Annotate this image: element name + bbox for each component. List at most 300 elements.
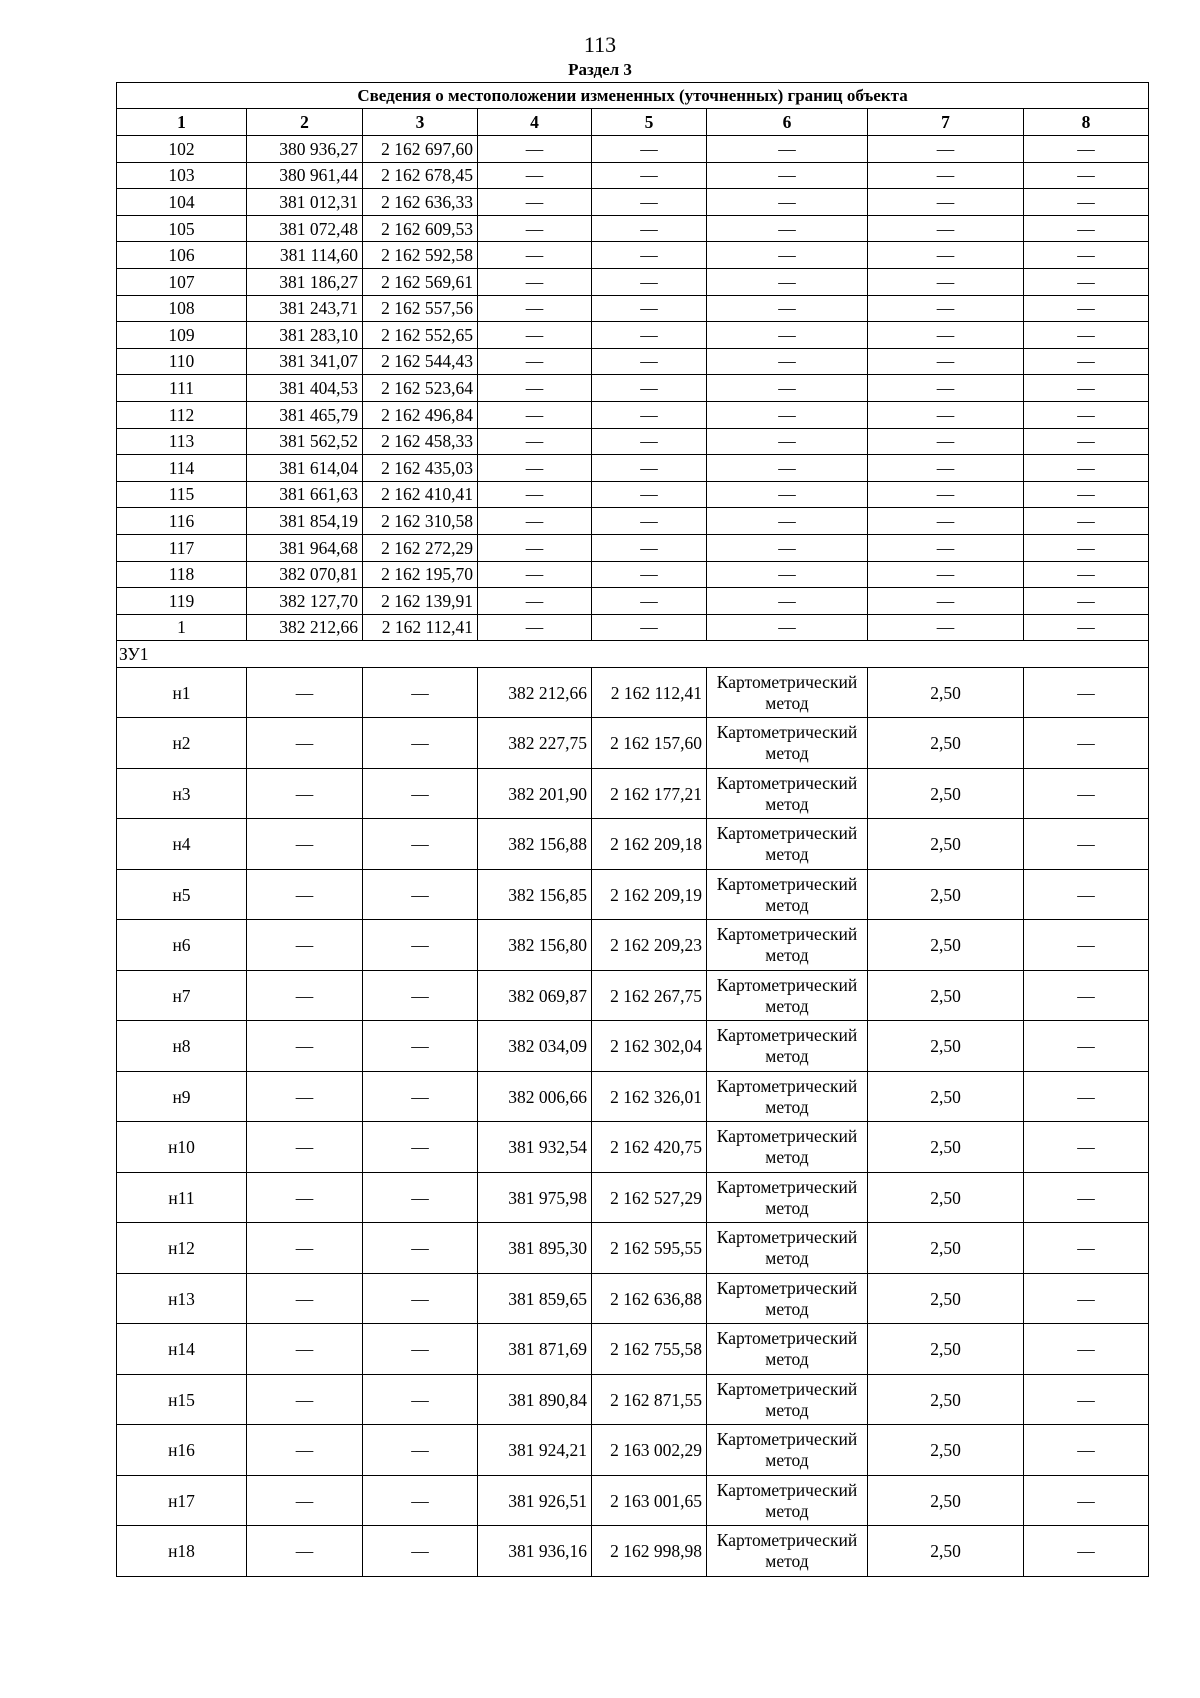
- table-cell: —: [1024, 455, 1149, 482]
- table-cell: 381 926,51: [478, 1475, 592, 1526]
- table-cell: —: [707, 481, 868, 508]
- column-header: 2: [247, 109, 363, 136]
- table-row: [117, 614, 1149, 641]
- table-cell: 2,50: [868, 1071, 1024, 1122]
- table-cell: —: [868, 215, 1024, 242]
- table-cell: —: [707, 348, 868, 375]
- table-cell: Картометрический метод: [707, 1526, 868, 1577]
- table-cell: —: [478, 189, 592, 216]
- table-cell: 109: [117, 322, 247, 349]
- table-cell: 2,50: [868, 768, 1024, 819]
- table-cell: —: [247, 1526, 363, 1577]
- table-row: [117, 481, 1149, 508]
- table-cell: —: [868, 588, 1024, 615]
- table-cell: —: [478, 375, 592, 402]
- table-cell: —: [592, 215, 707, 242]
- table-row: [117, 215, 1149, 242]
- table-cell: —: [363, 1071, 478, 1122]
- table-cell: 2 162 871,55: [592, 1374, 707, 1425]
- table-cell: 2 162 139,91: [363, 588, 478, 615]
- table-cell: 381 404,53: [247, 375, 363, 402]
- table-cell: —: [707, 561, 868, 588]
- table-cell: —: [363, 1172, 478, 1223]
- table-cell: Картометрический метод: [707, 920, 868, 971]
- table-cell: —: [592, 348, 707, 375]
- table-cell: 102: [117, 136, 247, 163]
- table-cell: 2 162 998,98: [592, 1526, 707, 1577]
- table-cell: 2 162 310,58: [363, 508, 478, 535]
- table-cell: —: [247, 768, 363, 819]
- table-row: [117, 1374, 1149, 1425]
- table-cell: —: [868, 295, 1024, 322]
- table-row: [117, 1122, 1149, 1173]
- table-row: [117, 401, 1149, 428]
- table-cell: 107: [117, 268, 247, 295]
- table-row: [117, 242, 1149, 269]
- table-cell: —: [707, 162, 868, 189]
- table-row: [117, 1071, 1149, 1122]
- table-cell: 2,50: [868, 667, 1024, 718]
- table-cell: —: [478, 295, 592, 322]
- table-row: [117, 718, 1149, 769]
- table-row: [117, 534, 1149, 561]
- table-cell: Картометрический метод: [707, 1475, 868, 1526]
- table-cell: —: [478, 561, 592, 588]
- table-cell: 381 283,10: [247, 322, 363, 349]
- table-cell: 2,50: [868, 920, 1024, 971]
- table-row: [117, 1021, 1149, 1072]
- table-cell: —: [247, 1374, 363, 1425]
- table-cell: —: [363, 970, 478, 1021]
- table-cell: —: [247, 1071, 363, 1122]
- table-cell: —: [363, 1324, 478, 1375]
- table-cell: Картометрический метод: [707, 667, 868, 718]
- table-row: [117, 768, 1149, 819]
- table-cell: 382 201,90: [478, 768, 592, 819]
- table-cell: —: [592, 162, 707, 189]
- table-cell: 2 162 636,88: [592, 1273, 707, 1324]
- table-cell: Картометрический метод: [707, 1425, 868, 1476]
- table-cell: —: [868, 322, 1024, 349]
- table-row: [117, 588, 1149, 615]
- table-cell: —: [247, 869, 363, 920]
- table-cell: 2 162 157,60: [592, 718, 707, 769]
- table-cell: —: [707, 136, 868, 163]
- table-cell: —: [1024, 1526, 1149, 1577]
- table-cell: —: [247, 667, 363, 718]
- table-cell: Картометрический метод: [707, 1324, 868, 1375]
- table-cell: 104: [117, 189, 247, 216]
- table-cell: н16: [117, 1425, 247, 1476]
- table-cell: —: [707, 242, 868, 269]
- table-row: [117, 1324, 1149, 1375]
- table-cell: 106: [117, 242, 247, 269]
- table-cell: —: [592, 614, 707, 641]
- table-cell: 2 162 458,33: [363, 428, 478, 455]
- table-cell: 382 156,88: [478, 819, 592, 870]
- boundary-coordinates-table: [116, 82, 1149, 1577]
- table-cell: 2 162 209,19: [592, 869, 707, 920]
- table-cell: 2 163 002,29: [592, 1425, 707, 1476]
- table-cell: —: [1024, 401, 1149, 428]
- table-row: [117, 970, 1149, 1021]
- table-cell: 2 162 435,03: [363, 455, 478, 482]
- table-cell: —: [1024, 268, 1149, 295]
- table-cell: —: [247, 718, 363, 769]
- table-cell: н3: [117, 768, 247, 819]
- table-cell: —: [478, 508, 592, 535]
- table-cell: Картометрический метод: [707, 1223, 868, 1274]
- table-cell: —: [1024, 1425, 1149, 1476]
- table-cell: —: [478, 215, 592, 242]
- table-cell: —: [247, 1324, 363, 1375]
- table-cell: —: [363, 1374, 478, 1425]
- table-cell: 2,50: [868, 1021, 1024, 1072]
- column-header: 6: [707, 109, 868, 136]
- table-cell: 2 162 326,01: [592, 1071, 707, 1122]
- table-cell: н1: [117, 667, 247, 718]
- table-cell: н17: [117, 1475, 247, 1526]
- table-cell: 112: [117, 401, 247, 428]
- table-title: Сведения о местоположении измененных (уточненных) границ объекта: [117, 83, 1149, 109]
- table-cell: 382 070,81: [247, 561, 363, 588]
- table-cell: 110: [117, 348, 247, 375]
- table-cell: 382 034,09: [478, 1021, 592, 1072]
- table-cell: —: [1024, 508, 1149, 535]
- table-row: [117, 136, 1149, 163]
- group-label: ЗУ1: [117, 641, 1149, 668]
- table-cell: —: [1024, 1071, 1149, 1122]
- table-cell: —: [478, 322, 592, 349]
- table-cell: 113: [117, 428, 247, 455]
- table-cell: —: [478, 614, 592, 641]
- table-cell: 2 162 496,84: [363, 401, 478, 428]
- table-cell: 2,50: [868, 1273, 1024, 1324]
- table-cell: —: [707, 295, 868, 322]
- table-cell: —: [707, 268, 868, 295]
- table-cell: —: [1024, 481, 1149, 508]
- table-cell: 381 895,30: [478, 1223, 592, 1274]
- table-cell: Картометрический метод: [707, 1374, 868, 1425]
- table-cell: —: [707, 614, 868, 641]
- table-cell: —: [478, 534, 592, 561]
- table-row: [117, 1475, 1149, 1526]
- table-cell: 2 162 544,43: [363, 348, 478, 375]
- column-header: 3: [363, 109, 478, 136]
- table-cell: 115: [117, 481, 247, 508]
- page-number: 113: [583, 32, 617, 57]
- table-cell: 2,50: [868, 869, 1024, 920]
- table-cell: —: [1024, 561, 1149, 588]
- table-row: [117, 375, 1149, 402]
- table-cell: —: [868, 561, 1024, 588]
- table-cell: —: [707, 215, 868, 242]
- table-cell: Картометрический метод: [707, 1021, 868, 1072]
- table-row: [117, 1526, 1149, 1577]
- table-title-row: [117, 83, 1149, 109]
- table-cell: 119: [117, 588, 247, 615]
- table-cell: 380 961,44: [247, 162, 363, 189]
- table-cell: —: [592, 242, 707, 269]
- table-cell: 2,50: [868, 1475, 1024, 1526]
- table-cell: 382 212,66: [247, 614, 363, 641]
- table-cell: —: [868, 189, 1024, 216]
- table-cell: 382 069,87: [478, 970, 592, 1021]
- table-cell: Картометрический метод: [707, 768, 868, 819]
- table-cell: —: [868, 348, 1024, 375]
- table-row: [117, 667, 1149, 718]
- table-cell: —: [478, 481, 592, 508]
- table-cell: н10: [117, 1122, 247, 1173]
- table-cell: 380 936,27: [247, 136, 363, 163]
- table-cell: 2 162 410,41: [363, 481, 478, 508]
- table-cell: 2 162 592,58: [363, 242, 478, 269]
- table-cell: 381 924,21: [478, 1425, 592, 1476]
- table-cell: н6: [117, 920, 247, 971]
- column-header: 5: [592, 109, 707, 136]
- table-cell: 381 186,27: [247, 268, 363, 295]
- table-cell: 2 162 523,64: [363, 375, 478, 402]
- table-cell: —: [1024, 1172, 1149, 1223]
- table-cell: 116: [117, 508, 247, 535]
- table-cell: —: [592, 428, 707, 455]
- table-cell: Картометрический метод: [707, 819, 868, 870]
- table-cell: 2 162 177,21: [592, 768, 707, 819]
- table-cell: н7: [117, 970, 247, 1021]
- table-cell: —: [363, 718, 478, 769]
- table-cell: —: [1024, 162, 1149, 189]
- table-cell: —: [363, 1475, 478, 1526]
- table-cell: —: [868, 614, 1024, 641]
- table-row: [117, 268, 1149, 295]
- table-cell: —: [247, 1475, 363, 1526]
- table-cell: —: [478, 455, 592, 482]
- table-cell: —: [247, 1425, 363, 1476]
- table-row: [117, 189, 1149, 216]
- table-cell: 381 871,69: [478, 1324, 592, 1375]
- table-cell: —: [478, 162, 592, 189]
- table-cell: 2,50: [868, 1324, 1024, 1375]
- table-cell: —: [363, 869, 478, 920]
- table-cell: 2 162 552,65: [363, 322, 478, 349]
- table-cell: —: [868, 508, 1024, 535]
- table-cell: 111: [117, 375, 247, 402]
- table-cell: —: [1024, 322, 1149, 349]
- table-cell: —: [1024, 1374, 1149, 1425]
- table-cell: —: [1024, 768, 1149, 819]
- table-cell: —: [868, 136, 1024, 163]
- table-cell: —: [707, 508, 868, 535]
- table-cell: —: [1024, 428, 1149, 455]
- table-cell: —: [247, 1273, 363, 1324]
- table-cell: —: [592, 401, 707, 428]
- table-cell: —: [707, 534, 868, 561]
- table-row: [117, 348, 1149, 375]
- table-cell: 2,50: [868, 1425, 1024, 1476]
- table-cell: —: [868, 401, 1024, 428]
- table-cell: 2 162 195,70: [363, 561, 478, 588]
- table-cell: —: [592, 481, 707, 508]
- table-cell: —: [478, 136, 592, 163]
- table-cell: 117: [117, 534, 247, 561]
- column-header: 8: [1024, 109, 1149, 136]
- table-cell: 381 964,68: [247, 534, 363, 561]
- table-cell: —: [247, 1223, 363, 1274]
- table-cell: н14: [117, 1324, 247, 1375]
- table-cell: —: [363, 920, 478, 971]
- table-cell: —: [868, 428, 1024, 455]
- table-cell: —: [868, 481, 1024, 508]
- table-cell: —: [363, 819, 478, 870]
- table-cell: 382 127,70: [247, 588, 363, 615]
- table-cell: —: [1024, 869, 1149, 920]
- table-cell: 2 162 636,33: [363, 189, 478, 216]
- table-row: [117, 455, 1149, 482]
- table-cell: н18: [117, 1526, 247, 1577]
- table-cell: 2 162 420,75: [592, 1122, 707, 1173]
- table-cell: —: [1024, 215, 1149, 242]
- table-cell: 2 162 755,58: [592, 1324, 707, 1375]
- table-cell: 382 156,80: [478, 920, 592, 971]
- table-cell: н11: [117, 1172, 247, 1223]
- table-cell: 103: [117, 162, 247, 189]
- table-cell: —: [1024, 1021, 1149, 1072]
- table-cell: —: [1024, 375, 1149, 402]
- table-cell: —: [592, 322, 707, 349]
- table-cell: —: [592, 375, 707, 402]
- group-header-row: [117, 641, 1149, 668]
- table-cell: 381 614,04: [247, 455, 363, 482]
- table-cell: 381 562,52: [247, 428, 363, 455]
- table-cell: Картометрический метод: [707, 1172, 868, 1223]
- table-cell: —: [707, 455, 868, 482]
- table-cell: н13: [117, 1273, 247, 1324]
- table-cell: —: [1024, 1223, 1149, 1274]
- table-cell: 2 162 609,53: [363, 215, 478, 242]
- table-cell: 382 006,66: [478, 1071, 592, 1122]
- table-cell: —: [363, 1223, 478, 1274]
- table-cell: —: [478, 401, 592, 428]
- table-cell: 2 162 302,04: [592, 1021, 707, 1072]
- table-cell: —: [592, 295, 707, 322]
- table-cell: —: [592, 508, 707, 535]
- table-cell: —: [1024, 1273, 1149, 1324]
- table-cell: 381 114,60: [247, 242, 363, 269]
- table-cell: —: [478, 428, 592, 455]
- table-cell: —: [1024, 242, 1149, 269]
- table-cell: —: [707, 375, 868, 402]
- table-row: [117, 322, 1149, 349]
- table-cell: н8: [117, 1021, 247, 1072]
- table-cell: 381 932,54: [478, 1122, 592, 1173]
- table-cell: 2 162 569,61: [363, 268, 478, 295]
- table-cell: —: [868, 375, 1024, 402]
- table-cell: н12: [117, 1223, 247, 1274]
- table-row: [117, 295, 1149, 322]
- table-cell: 2 162 595,55: [592, 1223, 707, 1274]
- table-row: [117, 1223, 1149, 1274]
- table-cell: 2 162 272,29: [363, 534, 478, 561]
- table-cell: 381 012,31: [247, 189, 363, 216]
- table-row: [117, 1425, 1149, 1476]
- table-cell: —: [868, 455, 1024, 482]
- table-cell: —: [478, 268, 592, 295]
- table-cell: 2 162 209,23: [592, 920, 707, 971]
- table-cell: 114: [117, 455, 247, 482]
- table-cell: Картометрический метод: [707, 970, 868, 1021]
- table-cell: Картометрический метод: [707, 1071, 868, 1122]
- table-cell: Картометрический метод: [707, 718, 868, 769]
- table-cell: —: [592, 268, 707, 295]
- table-cell: 1: [117, 614, 247, 641]
- table-cell: 382 156,85: [478, 869, 592, 920]
- table-cell: —: [247, 920, 363, 971]
- table-cell: —: [1024, 970, 1149, 1021]
- table-cell: 2 162 112,41: [363, 614, 478, 641]
- section-title: Раздел 3: [568, 60, 632, 79]
- table-cell: —: [247, 1172, 363, 1223]
- table-cell: —: [592, 136, 707, 163]
- table-cell: —: [363, 1526, 478, 1577]
- table-cell: 2,50: [868, 1374, 1024, 1425]
- table-cell: 381 890,84: [478, 1374, 592, 1425]
- table-cell: 382 212,66: [478, 667, 592, 718]
- table-cell: 381 465,79: [247, 401, 363, 428]
- table-cell: —: [1024, 1122, 1149, 1173]
- table-cell: —: [363, 1273, 478, 1324]
- table-cell: 381 341,07: [247, 348, 363, 375]
- column-header: 1: [117, 109, 247, 136]
- table-cell: —: [592, 455, 707, 482]
- table-cell: —: [1024, 295, 1149, 322]
- table-cell: н4: [117, 819, 247, 870]
- table-cell: 2 162 697,60: [363, 136, 478, 163]
- table-cell: —: [1024, 1475, 1149, 1526]
- table-cell: 2,50: [868, 1122, 1024, 1173]
- table-cell: н2: [117, 718, 247, 769]
- column-header-row: [117, 109, 1149, 136]
- table-cell: 381 072,48: [247, 215, 363, 242]
- table-row: [117, 1273, 1149, 1324]
- table-cell: 2 162 527,29: [592, 1172, 707, 1223]
- table-cell: —: [478, 242, 592, 269]
- table-cell: 2,50: [868, 1172, 1024, 1223]
- table-cell: —: [1024, 667, 1149, 718]
- table-cell: 381 975,98: [478, 1172, 592, 1223]
- table-cell: —: [1024, 819, 1149, 870]
- table-cell: 118: [117, 561, 247, 588]
- table-cell: —: [707, 401, 868, 428]
- table-cell: —: [1024, 348, 1149, 375]
- table-row: [117, 162, 1149, 189]
- table-cell: —: [868, 268, 1024, 295]
- table-cell: —: [707, 322, 868, 349]
- table-cell: —: [1024, 136, 1149, 163]
- column-header: 7: [868, 109, 1024, 136]
- table-cell: —: [363, 1021, 478, 1072]
- table-row: [117, 428, 1149, 455]
- table-cell: —: [1024, 718, 1149, 769]
- table-cell: —: [592, 561, 707, 588]
- table-row: [117, 920, 1149, 971]
- table-cell: 2 162 678,45: [363, 162, 478, 189]
- table-cell: —: [363, 1122, 478, 1173]
- table-cell: н5: [117, 869, 247, 920]
- table-row: [117, 561, 1149, 588]
- table-cell: Картометрический метод: [707, 869, 868, 920]
- table-cell: 381 859,65: [478, 1273, 592, 1324]
- table-row: [117, 869, 1149, 920]
